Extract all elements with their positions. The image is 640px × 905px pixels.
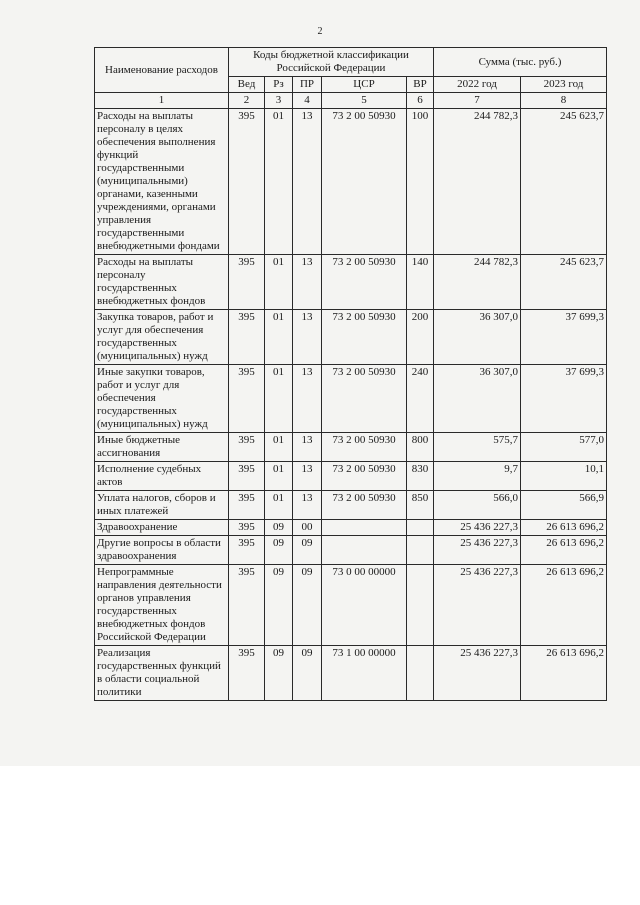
row-csr xyxy=(322,536,407,565)
row-2023: 577,0 xyxy=(521,433,607,462)
row-rz: 09 xyxy=(265,565,293,646)
row-csr xyxy=(322,520,407,536)
row-2023: 566,9 xyxy=(521,491,607,520)
table-row xyxy=(95,520,607,536)
column-number: 1 xyxy=(95,93,229,109)
row-name: Расходы на выплаты персоналу государственных внебюджетных фондов xyxy=(95,255,229,310)
row-name: Здравоохранение xyxy=(95,520,229,536)
row-2022: 244 782,3 xyxy=(434,109,521,255)
header-row-top xyxy=(95,48,607,77)
column-number: 6 xyxy=(407,93,434,109)
row-rz: 09 xyxy=(265,520,293,536)
table-row xyxy=(95,109,607,255)
header-csr: ЦСР xyxy=(322,77,407,93)
row-ved: 395 xyxy=(229,520,265,536)
row-name: Иные закупки товаров, работ и услуг для обеспечения государственных (муниципальных) нужд xyxy=(95,365,229,433)
row-name: Реализация государственных функций в области социальной политики xyxy=(95,646,229,701)
table-row xyxy=(95,565,607,646)
row-ved: 395 xyxy=(229,536,265,565)
row-2023: 26 613 696,2 xyxy=(521,520,607,536)
row-rz: 09 xyxy=(265,646,293,701)
header-vr: ВР xyxy=(407,77,434,93)
row-csr: 73 2 00 50930 xyxy=(322,310,407,365)
row-vr: 100 xyxy=(407,109,434,255)
table-row xyxy=(95,365,607,433)
row-ved: 395 xyxy=(229,462,265,491)
row-pr: 13 xyxy=(293,491,322,520)
row-pr: 13 xyxy=(293,462,322,491)
row-2023: 26 613 696,2 xyxy=(521,536,607,565)
row-rz: 09 xyxy=(265,536,293,565)
table-row xyxy=(95,491,607,520)
row-2022: 36 307,0 xyxy=(434,365,521,433)
table-row xyxy=(95,255,607,310)
row-2022: 9,7 xyxy=(434,462,521,491)
column-number: 2 xyxy=(229,93,265,109)
row-rz: 01 xyxy=(265,310,293,365)
table-row xyxy=(95,462,607,491)
row-csr: 73 2 00 50930 xyxy=(322,462,407,491)
row-vr: 240 xyxy=(407,365,434,433)
row-pr: 00 xyxy=(293,520,322,536)
row-pr: 13 xyxy=(293,109,322,255)
header-ved: Вед xyxy=(229,77,265,93)
header-rz: Рз xyxy=(265,77,293,93)
row-ved: 395 xyxy=(229,109,265,255)
row-2022: 244 782,3 xyxy=(434,255,521,310)
table-body xyxy=(95,109,607,701)
row-2022: 25 436 227,3 xyxy=(434,520,521,536)
row-pr: 09 xyxy=(293,536,322,565)
row-ved: 395 xyxy=(229,365,265,433)
column-number: 5 xyxy=(322,93,407,109)
row-vr xyxy=(407,565,434,646)
row-ved: 395 xyxy=(229,255,265,310)
row-ved: 395 xyxy=(229,433,265,462)
header-name: Наименование расходов xyxy=(95,48,229,93)
header-2022: 2022 год xyxy=(434,77,521,93)
row-rz: 01 xyxy=(265,462,293,491)
row-2023: 26 613 696,2 xyxy=(521,646,607,701)
row-name: Непрограммные направления деятельности органов управления государственных внебюджетных фондов Российской Федерации xyxy=(95,565,229,646)
row-pr: 09 xyxy=(293,565,322,646)
row-name: Другие вопросы в области здравоохранения xyxy=(95,536,229,565)
row-2022: 25 436 227,3 xyxy=(434,565,521,646)
table-row xyxy=(95,310,607,365)
header-codes-group: Коды бюджетной классификации Российской Федерации xyxy=(229,48,434,77)
row-2023: 245 623,7 xyxy=(521,255,607,310)
row-vr xyxy=(407,520,434,536)
row-2023: 37 699,3 xyxy=(521,365,607,433)
row-2022: 36 307,0 xyxy=(434,310,521,365)
header-pr: ПР xyxy=(293,77,322,93)
column-number: 7 xyxy=(434,93,521,109)
row-vr xyxy=(407,536,434,565)
row-2023: 10,1 xyxy=(521,462,607,491)
row-2022: 566,0 xyxy=(434,491,521,520)
row-vr xyxy=(407,646,434,701)
row-csr: 73 2 00 50930 xyxy=(322,255,407,310)
row-csr: 73 2 00 50930 xyxy=(322,365,407,433)
row-pr: 09 xyxy=(293,646,322,701)
row-rz: 01 xyxy=(265,365,293,433)
row-2022: 25 436 227,3 xyxy=(434,646,521,701)
header-sum-group: Сумма (тыс. руб.) xyxy=(434,48,607,77)
row-2023: 37 699,3 xyxy=(521,310,607,365)
row-rz: 01 xyxy=(265,255,293,310)
row-rz: 01 xyxy=(265,491,293,520)
row-rz: 01 xyxy=(265,433,293,462)
row-pr: 13 xyxy=(293,310,322,365)
row-pr: 13 xyxy=(293,255,322,310)
row-vr: 140 xyxy=(407,255,434,310)
row-2023: 26 613 696,2 xyxy=(521,565,607,646)
row-2022: 25 436 227,3 xyxy=(434,536,521,565)
row-vr: 850 xyxy=(407,491,434,520)
row-ved: 395 xyxy=(229,565,265,646)
row-name: Исполнение судебных актов xyxy=(95,462,229,491)
row-csr: 73 2 00 50930 xyxy=(322,109,407,255)
row-vr: 830 xyxy=(407,462,434,491)
row-pr: 13 xyxy=(293,433,322,462)
header-2023: 2023 год xyxy=(521,77,607,93)
row-csr: 73 0 00 00000 xyxy=(322,565,407,646)
row-pr: 13 xyxy=(293,365,322,433)
row-2022: 575,7 xyxy=(434,433,521,462)
table-row xyxy=(95,536,607,565)
page-number: 2 xyxy=(317,26,323,37)
budget-table xyxy=(94,47,607,701)
row-ved: 395 xyxy=(229,646,265,701)
table-row xyxy=(95,646,607,701)
row-csr: 73 2 00 50930 xyxy=(322,433,407,462)
row-ved: 395 xyxy=(229,310,265,365)
row-vr: 800 xyxy=(407,433,434,462)
row-name: Уплата налогов, сборов и иных платежей xyxy=(95,491,229,520)
row-csr: 73 2 00 50930 xyxy=(322,491,407,520)
row-2023: 245 623,7 xyxy=(521,109,607,255)
column-number-row xyxy=(95,93,607,109)
column-number: 8 xyxy=(521,93,607,109)
row-name: Закупка товаров, работ и услуг для обеспечения государственных (муниципальных) нужд xyxy=(95,310,229,365)
row-vr: 200 xyxy=(407,310,434,365)
column-number: 4 xyxy=(293,93,322,109)
row-name: Расходы на выплаты персоналу в целях обеспечения выполнения функций государственными (муниципальными) органами, казенными учреждениями, органами управления государственными внебюджетными фондами xyxy=(95,109,229,255)
row-csr: 73 1 00 00000 xyxy=(322,646,407,701)
table-row xyxy=(95,433,607,462)
row-name: Иные бюджетные ассигнования xyxy=(95,433,229,462)
row-rz: 01 xyxy=(265,109,293,255)
row-ved: 395 xyxy=(229,491,265,520)
column-number: 3 xyxy=(265,93,293,109)
